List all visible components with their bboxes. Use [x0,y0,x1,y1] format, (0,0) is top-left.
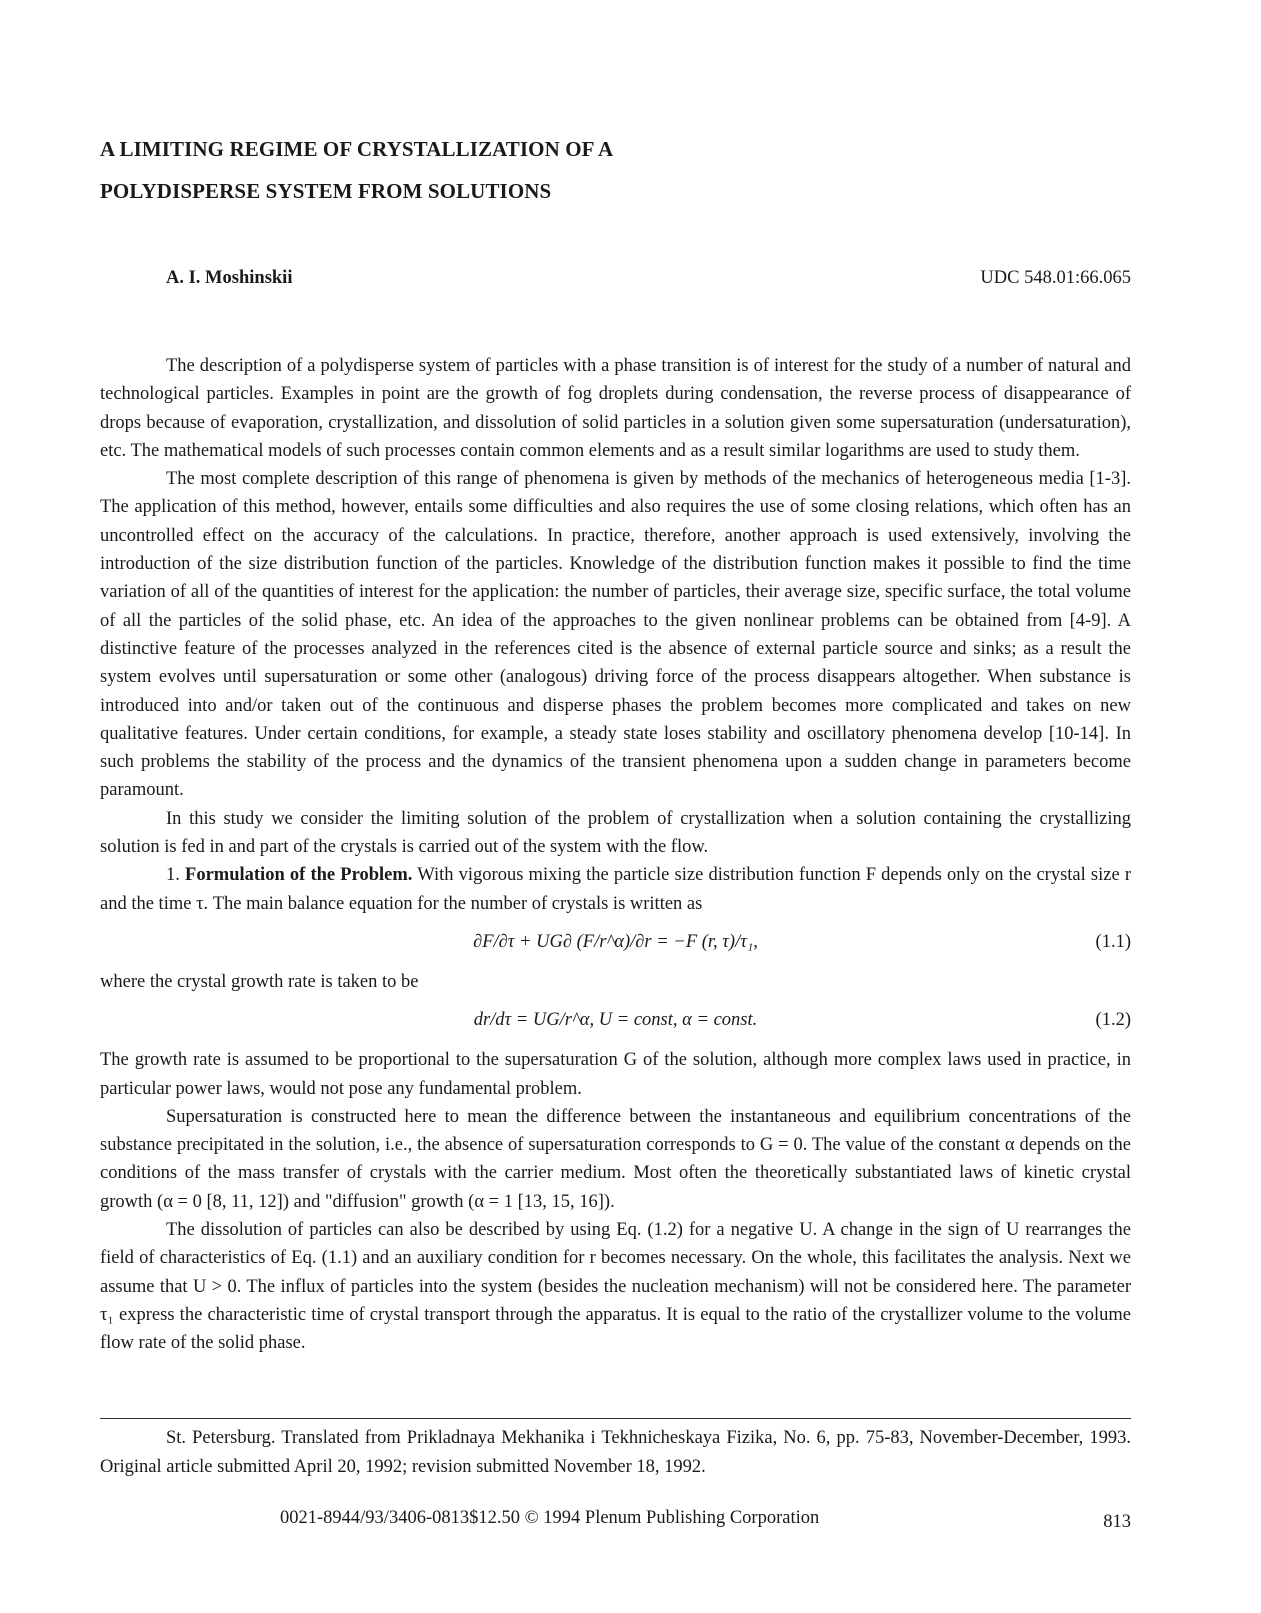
publisher-line: 0021-8944/93/3406-0813$12.50 © 1994 Plenum Publishing Corporation [280,1508,820,1528]
equation-1-2-number: (1.2) [1095,1010,1131,1031]
equation-1-2 [100,1006,1131,1034]
equation-1-2-body: dr/dτ = UG/r^α, U = const, α = const. [473,1010,758,1031]
paragraph-growth-rate-intro: where the crystal growth rate is taken to be [100,971,419,992]
equation-1-1 [100,928,1131,956]
section-heading: Formulation of the Problem. [185,865,413,886]
section-number: 1. [166,865,186,886]
section-text: With vigorous mixing the particle size distribution function F depends only on the crystal size r and the time τ. The main balance equation for the number of crystals is written as [100,865,1132,914]
footnote-divider [100,1418,1131,1419]
paragraph-formulation [100,861,1131,918]
paragraph-methods: The most complete description of this range of phenomena is given by methods of the mechanics of heterogeneous media [1-3]. The application of this method, however, entails some difficulties and also requires the use of some closing relations, which often has an uncontrolled effect on the accuracy of the calculations. In practice, therefore, another approach is used extensively, involving the introduction of the size distribution function of the particles. Knowledge of the distribution function makes it possible to find the time variation of all of the quantities of interest for the application: the number of particles, their average size, specific surface, the total volume of all the particles of the solid phase, etc. An idea of the approaches to the given nonlinear problems can be obtained from [4-9]. A distinctive feature of the processes analyzed in the references cited is the absence of external particle source and sinks; as a result the system evolves until supersaturation or some other (analogous) driving force of the process disappears altogether. When substance is introduced into and/or taken out of the continuous and disperse phases the problem becomes more complicated and takes on new qualitative features. Under certain conditions, for example, a steady state loses stability and oscillatory phenomena develop [10-14]. In such problems the stability of the process and the dynamics of the transient phenomena upon a sudden change in parameters become paramount. [100,469,1131,801]
paragraph-growth-assumption: The growth rate is assumed to be proportional to the supersaturation G of the solution, although more complex laws used in practice, in particular power laws, would not pose any fundamental problem. [100,1050,1131,1099]
author-name: A. I. Moshinskii [166,268,293,288]
page-number: 813 [1103,1512,1131,1532]
footnote: St. Petersburg. Translated from Prikladnaya Mekhanika i Tekhnicheskaya Fizika, No. 6, pp. 75-83, November-December, 1993. Original article submitted April 20, 1992; revision submitted November 18, 1992. [100,1428,1131,1477]
paragraph-supersaturation: Supersaturation is constructed here to mean the difference between the instantaneous and equilibrium concentrations of the substance precipitated in the solution, i.e., the absence of supersaturation corresponds to G = 0. The value of the constant α depends on the conditions of the mass transfer of crystals with the carrier medium. Most often the theoretically substantiated laws of kinetic crystal growth (α = 0 [8, 11, 12]) and "diffusion" growth (α = 1 [13, 15, 16]). [100,1106,1131,1212]
article-title [100,128,1000,212]
paragraph-study-scope: In this study we consider the limiting solution of the problem of crystallization when a solution containing the crystallizing solution is fed in and part of the crystals is carried out of the system with the flow. [100,808,1131,858]
title-line-2: POLYDISPERSE SYSTEM FROM SOLUTIONS [100,179,552,203]
udc-code: UDC 548.01:66.065 [980,268,1131,288]
equation-1-1-body: ∂F/∂τ + UG∂ (F/r^α)/∂r = −F (r, τ)/τ₁, [473,931,758,952]
article-body [100,352,1131,1358]
equation-1-1-number: (1.1) [1095,931,1131,952]
title-line-1: A LIMITING REGIME OF CRYSTALLIZATION OF A [100,137,614,161]
paragraph-dissolution: The dissolution of particles can also be described by using Eq. (1.2) for a negative U. A change in the sign of U rearranges the field of characteristics of Eq. (1.1) and an auxiliary condition for r becomes necessary. On the whole, this facilitates the analysis. Next we assume that U > 0. The influx of particles into the system (besides the nucleation mechanism) will not be considered here. The parameter τ₁ express the characteristic time of crystal transport through the apparatus. It is equal to the ratio of the crystallizer volume to the volume flow rate of the solid phase. [100,1220,1131,1354]
paragraph-intro: The description of a polydisperse system of particles with a phase transition is of interest for the study of a number of natural and technological particles. Examples in point are the growth of fog droplets during condensation, the reverse process of disappearance of drops because of evaporation, crystallization, and dissolution of solid particles in a solution given some supersaturation (undersaturation), etc. The mathematical models of such processes contain common elements and as a result similar logarithms are used to study them. [100,356,1131,461]
